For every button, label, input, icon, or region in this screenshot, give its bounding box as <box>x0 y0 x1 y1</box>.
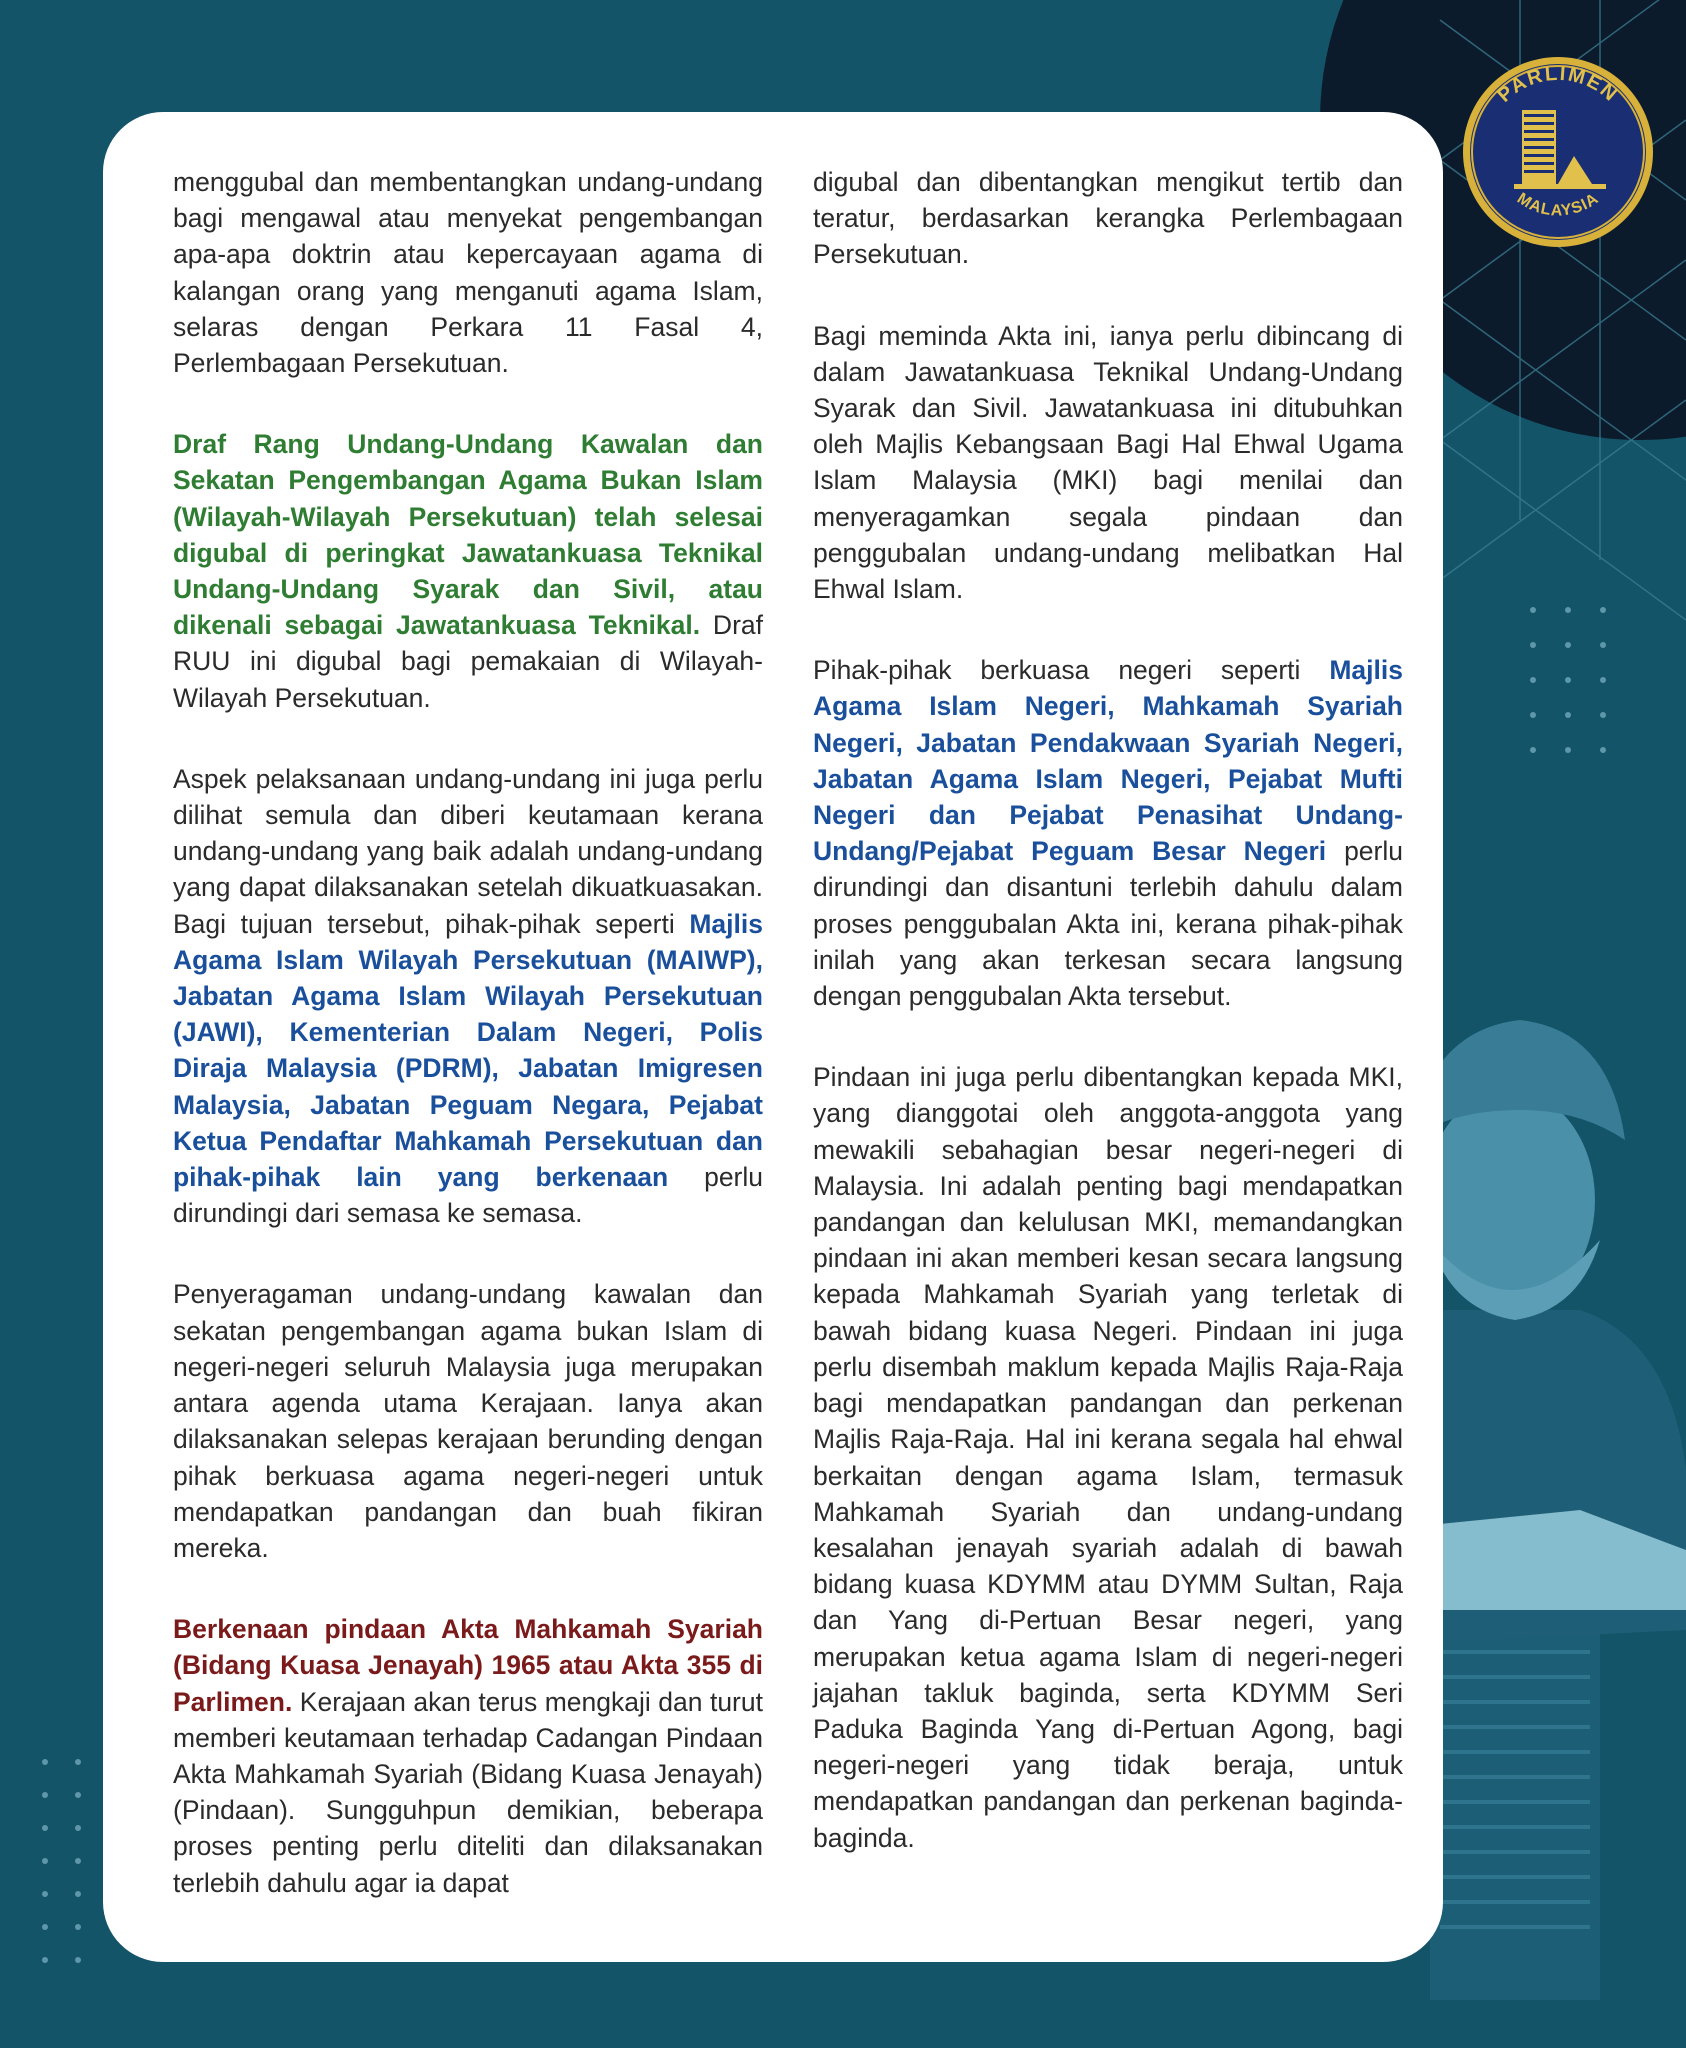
dot-grid-left <box>42 1759 81 1963</box>
paragraph: Pihak-pihak berkuasa negeri seperti Majlis Agama Islam Negeri, Mahkamah Syariah Negeri, Jabatan Pendakwaan Syariah Negeri, Jabatan Agama Islam Negeri, Pejabat Mufti Negeri dan Pejabat Penasihat Undang-Undang/Pejabat Peguam Besar Negeri perlu dirundingi dan disantuni terlebih dahulu dalam proses penggubalan Akta ini, kerana pihak-pihak inilah yang akan terkesan secara langsung dengan penggubalan Akta tersebut. <box>813 655 1403 1012</box>
svg-text:PARLIMEN: PARLIMEN <box>1493 62 1623 107</box>
right-column <box>813 164 1403 1901</box>
paragraph: Penyeragaman undang-undang kawalan dan sekatan pengembangan agama bukan Islam di negeri-negeri seluruh Malaysia juga merupakan antara agenda utama Kerajaan. Ianya akan dilaksanakan selepas kerajaan berunding dengan pihak berkuasa agama negeri-negeri untuk mendapatkan pandangan dan buah fikiran mereka. <box>173 1279 763 1563</box>
dot-grid-right <box>1530 607 1606 753</box>
highlight-red: Berkenaan pindaan Akta Mahkamah Syariah (Bidang Kuasa Jenayah) 1965 atau Akta 355 di Parlimen. <box>173 1614 763 1717</box>
highlight-blue: Majlis Agama Islam Negeri, Mahkamah Syariah Negeri, Jabatan Pendakwaan Syariah Negeri, Jabatan Agama Islam Negeri, Pejabat Mufti Negeri dan Pejabat Penasihat Undang-Undang/Pejabat Peguam Besar Negeri <box>813 655 1403 867</box>
paragraph: Pindaan ini juga perlu dibentangkan kepada MKI, yang dianggotai oleh anggota-anggota yang mewakili sebahagian besar negeri-negeri di Malaysia. Ini adalah penting bagi mendapatkan pandangan dan kelulusan MKI, memandangkan pindaan ini akan memberi kesan secara langsung kepada Mahkamah Syariah yang terletak di bawah bidang kuasa Negeri. Pindaan ini juga perlu disembah maklum kepada Majlis Raja-Raja bagi mendapatkan pandangan dan perkenan Majlis Raja-Raja. Hal ini kerana segala hal ehwal berkaitan dengan agama Islam, termasuk Mahkamah Syariah dan undang-undang kesalahan jenayah syariah adalah di bawah bidang kuasa KDYMM atau DYMM Sultan, Raja dan Yang di-Pertuan Besar negeri, yang merupakan ketua agama Islam di negeri-negeri jajahan takluk baginda, serta KDYMM Seri Paduka Baginda Yang di-Pertuan Agong, bagi negeri-negeri yang tidak beraja, untuk mendapatkan pandangan dan perkenan baginda-baginda. <box>813 1062 1403 1853</box>
paragraph: menggubal dan membentangkan undang-undang bagi mengawal atau menyekat pengembangan apa-apa doktrin atau kepercayaan agama di kalangan orang yang menganuti agama Islam, selaras dengan Perkara 11 Fasal 4, Perlembagaan Persekutuan. <box>173 167 763 379</box>
paragraph: Bagi meminda Akta ini, ianya perlu dibincang di dalam Jawatankuasa Teknikal Undang-Undang Syarak dan Sivil. Jawatankuasa ini ditubuhkan oleh Majlis Kebangsaan Bagi Hal Ehwal Ugama Islam Malaysia (MKI) bagi menilai dan menyeragamkan segala pindaan dan penggubalan undang-undang melibatkan Hal Ehwal Islam. <box>813 320 1403 605</box>
svg-text:MALAYSIA: MALAYSIA <box>1513 189 1603 220</box>
parlimen-malaysia-logo <box>1458 52 1658 252</box>
paragraph: digubal dan dibentangkan mengikut tertib dan teratur, berdasarkan kerangka Perlembagaan Persekutuan. <box>813 167 1403 270</box>
highlight-green: Draf Rang Undang-Undang Kawalan dan Sekatan Pengembangan Agama Bukan Islam (Wilayah-Wilayah Persekutuan) telah selesai digubal di peringkat Jawatankuasa Teknikal Undang-Undang Syarak dan Sivil, atau dikenali sebagai Jawatankuasa Teknikal. <box>173 429 763 641</box>
highlight-blue: Majlis Agama Islam Wilayah Persekutuan (MAIWP), Jabatan Agama Islam Wilayah Persekutuan (JAWI), Kementerian Dalam Negeri, Polis Diraja Malaysia (PDRM), Jabatan Imigresen Malaysia, Jabatan Peguam Negara, Pejabat Ketua Pendaftar Mahkamah Persekutuan dan pihak-pihak lain yang berkenaan <box>173 908 763 1193</box>
article-card <box>103 112 1443 1962</box>
paragraph: Draf Rang Undang-Undang Kawalan dan Sekatan Pengembangan Agama Bukan Islam (Wilayah-Wilayah Persekutuan) telah selesai digubal di peringkat Jawatankuasa Teknikal Undang-Undang Syarak dan Sivil, atau dikenali sebagai Jawatankuasa Teknikal. Draf RUU ini digubal bagi pemakaian di Wilayah-Wilayah Persekutuan. <box>173 429 763 713</box>
paragraph: Berkenaan pindaan Akta Mahkamah Syariah (Bidang Kuasa Jenayah) 1965 atau Akta 355 di Parlimen. Kerajaan akan terus mengkaji dan turut memberi keutamaan terhadap Cadangan Pindaan Akta Mahkamah Syariah (Bidang Kuasa Jenayah) (Pindaan). Sungguhpun demikian, beberapa proses penting perlu diteliti dan dilaksanakan terlebih dahulu agar ia dapat <box>173 1614 763 1898</box>
left-column <box>173 164 763 1946</box>
paragraph: Aspek pelaksanaan undang-undang ini juga perlu dilihat semula dan diberi keutamaan kerana undang-undang yang baik adalah undang-undang yang dapat dilaksanakan setelah dikuatkuasakan. Bagi tujuan tersebut, pihak-pihak seperti Majlis Agama Islam Wilayah Persekutuan (MAIWP), Jabatan Agama Islam Wilayah Persekutuan (JAWI), Kementerian Dalam Negeri, Polis Diraja Malaysia (PDRM), Jabatan Imigresen Malaysia, Jabatan Peguam Negara, Pejabat Ketua Pendaftar Mahkamah Persekutuan dan pihak-pihak lain yang berkenaan perlu dirundingi dari semasa ke semasa. <box>173 763 764 1229</box>
